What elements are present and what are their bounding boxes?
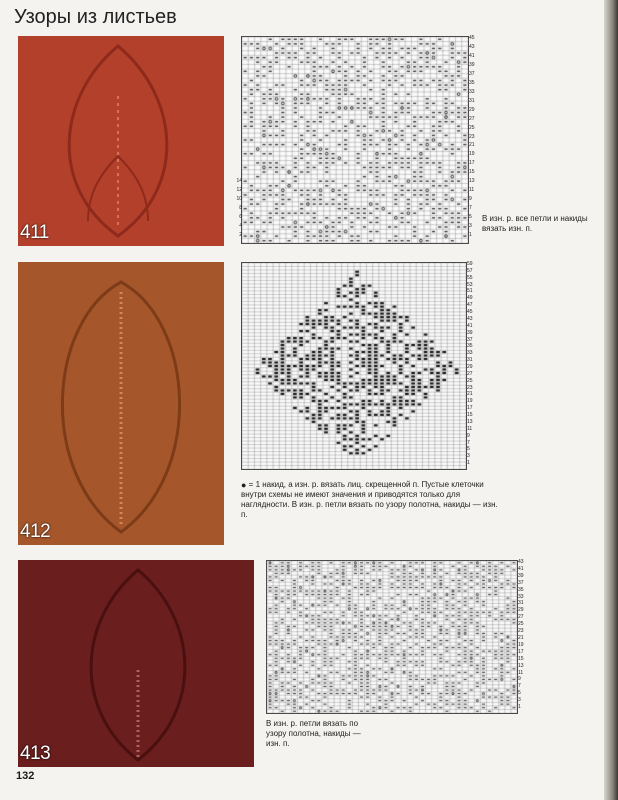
- row-number: 11: [518, 669, 524, 676]
- row-number: 47: [467, 302, 473, 309]
- row-numbers-413: [518, 560, 532, 712]
- row-number: 7: [469, 205, 472, 212]
- row-number: 37: [469, 70, 475, 77]
- row-number: 35: [467, 343, 473, 350]
- left-row-number: 4: [239, 223, 242, 230]
- row-number: 57: [467, 267, 473, 274]
- left-row-number: 6: [239, 214, 242, 221]
- row-number: 59: [467, 261, 473, 267]
- left-row-number: 8: [239, 205, 242, 212]
- row-numbers-412: [467, 262, 481, 468]
- leaf-motif-icon: [18, 560, 254, 767]
- row-number: 5: [469, 214, 472, 221]
- row-number: 37: [467, 336, 473, 343]
- row-number: 3: [518, 697, 521, 704]
- row-number: 49: [467, 295, 473, 302]
- row-number: 19: [467, 398, 473, 405]
- row-numbers-411: [469, 36, 483, 242]
- row-number: 17: [469, 160, 475, 167]
- row-number: 25: [469, 124, 475, 131]
- swatch-photo-412: [18, 262, 224, 545]
- row-number: 11: [469, 187, 475, 194]
- note-411: В изн. р. все петли и накиды вязать изн. п.: [482, 214, 588, 233]
- row-number: 9: [518, 676, 521, 683]
- row-number: 25: [518, 621, 524, 628]
- leaf-motif-icon: [18, 36, 224, 246]
- row-number: 17: [518, 648, 524, 655]
- row-number: 1: [518, 704, 521, 711]
- row-number: 15: [469, 169, 475, 176]
- row-number: 27: [469, 115, 475, 122]
- row-number: 45: [469, 35, 475, 41]
- swatch-photo-413: [18, 560, 254, 767]
- swatch-photo-411: [18, 36, 224, 246]
- leaf-motif-icon: [18, 262, 224, 545]
- row-number: 19: [518, 641, 524, 648]
- left-row-number: 2: [239, 232, 242, 239]
- note-412: ● = 1 накид, а изн. р. вязать лиц. скрещенной п. Пустые клеточки внутри схемы не имеют значения и приводятся только для наглядности. В изн. р. петли вязать по узору полотна, накиды — изн. п.: [241, 480, 498, 519]
- row-number: 39: [469, 61, 475, 68]
- row-number: 3: [467, 453, 470, 460]
- yarn-over-symbol-icon: ●: [241, 480, 247, 490]
- row-number: 23: [469, 133, 475, 140]
- row-number: 5: [467, 446, 470, 453]
- row-number: 55: [467, 274, 473, 281]
- row-number: 29: [469, 106, 475, 113]
- row-number: 21: [518, 635, 524, 641]
- pattern-number: 412: [20, 521, 51, 542]
- row-number: 41: [467, 322, 473, 329]
- row-number: 15: [467, 412, 473, 419]
- knitting-chart-412: [241, 262, 467, 470]
- row-number: 27: [518, 614, 524, 621]
- row-number: 19: [469, 151, 475, 158]
- row-number: 31: [518, 600, 524, 607]
- knitting-chart-413: [266, 560, 518, 714]
- knitting-chart-411: [241, 36, 469, 244]
- row-number: 39: [467, 329, 473, 336]
- row-number: 33: [467, 350, 473, 357]
- pattern-number: 413: [20, 743, 51, 764]
- row-number: 9: [467, 432, 470, 439]
- row-number: 9: [469, 196, 472, 203]
- row-number: 53: [467, 281, 473, 288]
- row-number: 5: [518, 690, 521, 697]
- row-number: 51: [467, 288, 473, 295]
- row-number: 31: [469, 97, 475, 104]
- left-row-number: 12: [236, 187, 242, 194]
- row-number: 11: [467, 425, 473, 432]
- row-number: 13: [469, 178, 475, 185]
- row-number: 1: [469, 232, 472, 239]
- row-number: 35: [469, 79, 475, 86]
- row-number: 27: [467, 370, 473, 377]
- row-number: 29: [467, 364, 473, 370]
- row-number: 41: [469, 52, 475, 59]
- row-number: 17: [467, 405, 473, 412]
- row-number: 13: [467, 418, 473, 425]
- row-number: 1: [467, 460, 470, 467]
- row-number: 15: [518, 655, 524, 662]
- row-number: 23: [467, 384, 473, 391]
- row-number: 3: [469, 223, 472, 230]
- row-number: 21: [469, 142, 475, 149]
- row-number: 31: [467, 357, 473, 364]
- row-number: 33: [518, 593, 524, 600]
- row-number: 43: [467, 315, 473, 322]
- row-number: 29: [518, 607, 524, 614]
- row-number: 7: [467, 439, 470, 446]
- row-number: 23: [518, 628, 524, 635]
- row-number: 35: [518, 586, 524, 593]
- row-number: 21: [467, 391, 473, 398]
- row-number: 43: [518, 559, 524, 565]
- page-number: 132: [16, 770, 35, 782]
- row-number: 39: [518, 572, 524, 579]
- left-row-numbers-411: [232, 36, 242, 242]
- left-row-number: 14: [236, 178, 242, 185]
- row-number: 25: [467, 377, 473, 384]
- row-number: 33: [469, 88, 475, 95]
- row-number: 7: [518, 683, 521, 690]
- row-number: 41: [518, 565, 524, 572]
- note-413: В изн. р. петли вязать по узору полотна, накиды — изн. п.: [266, 719, 361, 748]
- pattern-number: 411: [20, 222, 49, 243]
- row-number: 37: [518, 579, 524, 586]
- row-number: 45: [467, 309, 473, 316]
- row-number: 43: [469, 43, 475, 50]
- book-spine-shadow: [604, 0, 618, 800]
- left-row-number: 10: [236, 196, 242, 203]
- page-title: Узоры из листьев: [14, 6, 177, 28]
- row-number: 13: [518, 662, 524, 669]
